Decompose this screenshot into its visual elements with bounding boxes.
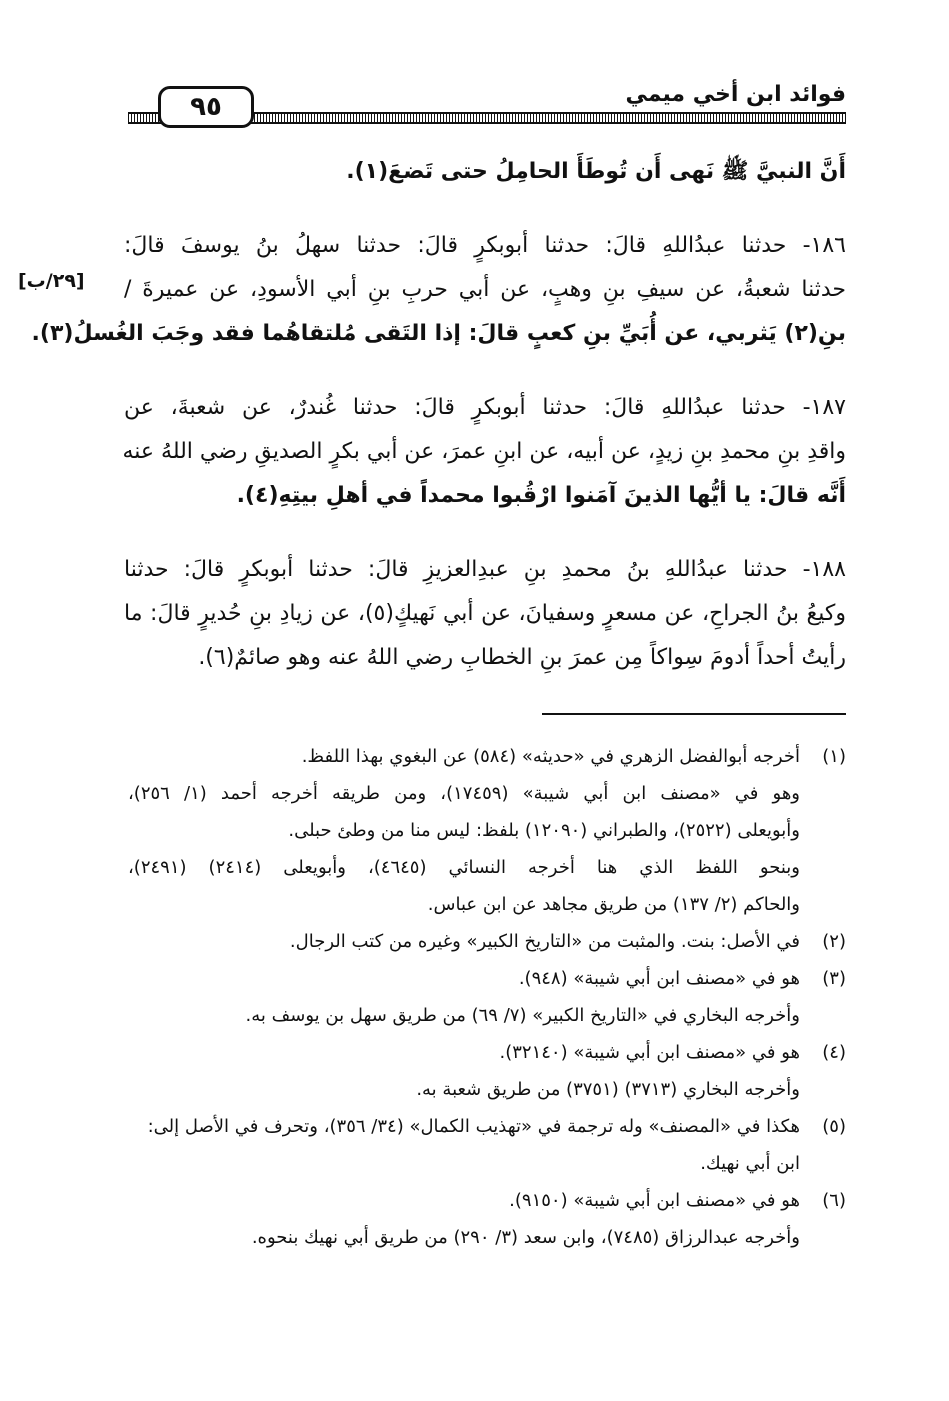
hadith-187-line: واقدِ بنِ محمدِ بنِ زيدٍ، عن أبيه، عن ابنِ عمرَ، عن أبي بكرٍ الصديقِ رضي اللهُ عنه (122, 439, 846, 464)
footnote-text: وأخرجه البخاري في «التاريخ الكبير» (٧/ ٦٩) من طريق سهل بن يوسف به. (245, 1005, 800, 1026)
text-line: أَنَّ النبيَّ ﷺ نَهى أَن تُوطَأَ الحامِلُ حتى تَضعَ(١). (346, 159, 846, 184)
footnote-3 (128, 960, 846, 997)
footnote-number: (٥) (822, 1116, 846, 1137)
footnote-text: هو في «مصنف ابن أبي شيبة» (٩٤٨). (518, 968, 800, 989)
footnote-text: أخرجه أبوالفضل الزهري في «حديثه» (٥٨٤) عن البغوي بهذا اللفظ. (301, 746, 800, 767)
hadith-187-line: ١٨٧- حدثنا عبدُاللهِ قالَ: حدثنا أبوبكرٍ قالَ: حدثنا غُندرٌ، عن شعبةَ، عن (124, 395, 846, 420)
footnote-number: (٢) (822, 931, 846, 952)
footnote-number: (١) (822, 746, 846, 767)
footnote-text: وأخرجه البخاري (٣٧١٣) (٣٧٥١) من طريق شعبة به. (416, 1079, 800, 1100)
footnote-separator (542, 713, 846, 715)
footnote-text: في الأصل: بنت. والمثبت من «التاريخ الكبير» وغيره من كتب الرجال. (289, 931, 800, 952)
footnote-6 (128, 1182, 846, 1219)
hadith-186-line: ١٨٦- حدثنا عبدُاللهِ قالَ: حدثنا أبوبكرٍ قالَ: حدثنا سهلُ بنُ يوسفَ قالَ: (124, 233, 846, 258)
footnote-number: (٣) (822, 968, 846, 989)
footnote-4 (128, 1034, 846, 1071)
manuscript-folio-marker: [٢٩/ب] (18, 270, 85, 292)
hadith-188-line: ١٨٨- حدثنا عبدُاللهِ بنُ محمدِ بنِ عبدِالعزيزِ قالَ: حدثنا أبوبكرٍ قالَ: حدثنا (124, 557, 846, 582)
footnote-text: والحاكم (٢/ ١٣٧) من طريق مجاهد عن ابن عباس. (427, 894, 800, 915)
footnote-1 (128, 738, 846, 775)
footnote-2 (128, 923, 846, 960)
running-title: فوائد ابن أخي ميمي (617, 80, 846, 110)
hadith-188-line: رأيتُ أحداً أدومَ سِواكاً مِن عمرَ بنِ الخطابِ رضي اللهُ عنه وهو صائمٌ(٦). (198, 645, 846, 670)
hadith-187-line: أَنَّه قالَ: يا أيُّها الذينَ آمَنوا ارْقُبوا محمداً في أهلِ بيتِهِ(٤). (236, 483, 846, 508)
footnote-number: (٤) (822, 1042, 846, 1063)
hadith-186-line: بنِ(٢) يَثربي، عن أُبَيِّ بنِ كعبٍ قالَ: إذا التَقى مُلتقاهُما فقد وجَبَ الغُسلُ(٣). (31, 321, 846, 346)
page-header (128, 80, 846, 128)
footnote-text: هو في «مصنف ابن أبي شيبة» (٩١٥٠). (509, 1190, 800, 1211)
footnote-text: وأخرجه عبدالرزاق (٧٤٨٥)، وابن سعد (٣/ ٢٩٠) من طريق أبي نهيك بنحوه. (251, 1227, 800, 1248)
footnote-number: (٦) (822, 1190, 846, 1211)
footnote-text: هكذا في «المصنف» وله ترجمة في «تهذيب الكمال» (٣٤/ ٣٥٦)، وتحرف في الأصل إلى: (147, 1116, 800, 1137)
footnote-text: وأبويعلى (٢٥٢٢)، والطبراني (١٢٠٩٠) بلفظ: ليس منا من وطئ حبلى. (288, 820, 800, 841)
page-number: ٩٥ (158, 86, 254, 128)
footnote-5 (128, 1108, 846, 1145)
hadith-188-line: وكيعُ بنُ الجراحِ، عن مسعرٍ وسفيانَ، عن أبي نَهيكٍ(٥)، عن زيادِ بنِ حُديرٍ قالَ: ما (124, 601, 846, 626)
hadith-186-line: حدثنا شعبةُ، عن سيفِ بنِ وهبٍ، عن أبي حربِ بنِ أبي الأسودِ، عن عميرةَ / (124, 277, 846, 302)
footnote-text: ابن أبي نهيك. (700, 1153, 800, 1174)
footnote-text: وهو في «مصنف ابن أبي شيبة» (١٧٤٥٩)، ومن طريقه أخرجه أحمد (١/ ٢٥٦)، (128, 783, 800, 804)
footnote-text: هو في «مصنف ابن أبي شيبة» (٣٢١٤٠). (499, 1042, 800, 1063)
footnotes (128, 738, 846, 1256)
footnote-text: وبنحو اللفظ الذي هنا أخرجه النسائي (٤٦٤٥)، وأبويعلى (٢٤١٤) (٢٤٩١)، (128, 857, 800, 878)
